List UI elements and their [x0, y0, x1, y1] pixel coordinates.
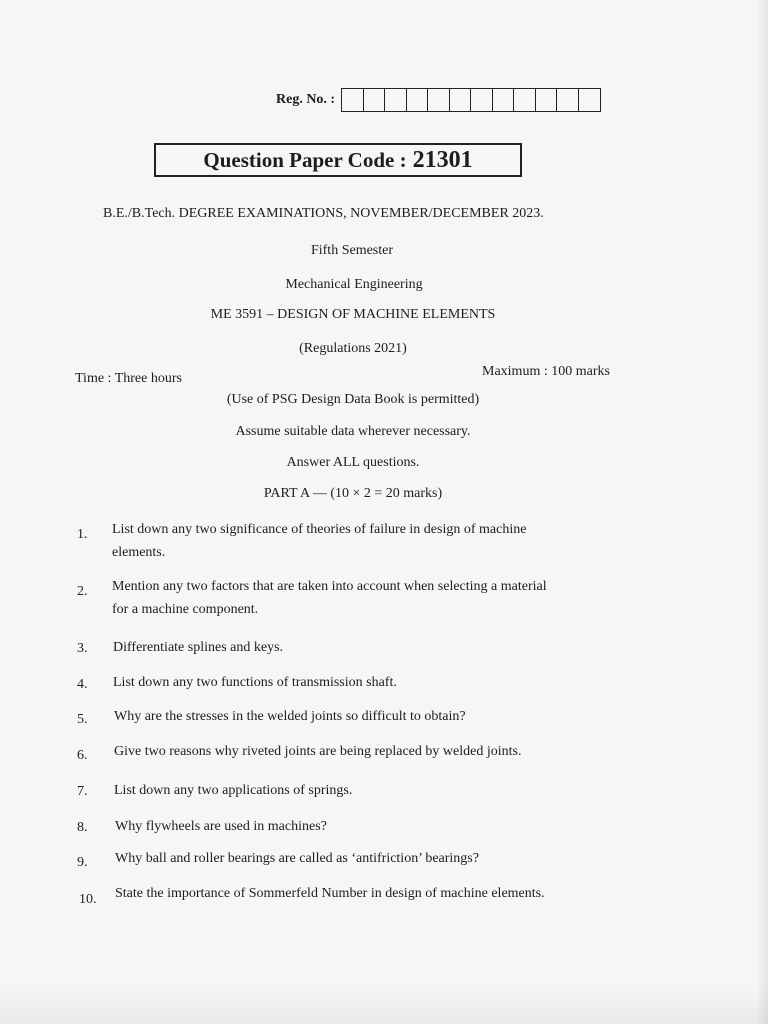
code-number: 21301: [412, 146, 473, 173]
question-text: List down any two functions of transmission shaft.: [113, 675, 397, 690]
page-edge-shadow: [756, 0, 768, 1024]
reg-box: [471, 89, 493, 111]
reg-label: Reg. No. :: [276, 92, 336, 107]
branch: Mechanical Engineering: [285, 277, 423, 292]
question-text: [112, 518, 642, 564]
assume-data-note: Assume suitable data wherever necessary.: [235, 424, 471, 439]
question-number: 5.: [77, 712, 88, 727]
question-text: Differentiate splines and keys.: [113, 640, 284, 655]
question-number: 6.: [77, 748, 88, 763]
question-text: Why ball and roller bearings are called as ‘antifriction’ bearings?: [115, 851, 479, 866]
maximum-marks: Maximum : 100 marks: [482, 364, 610, 379]
part-a-heading: PART A — (10 × 2 = 20 marks): [263, 486, 443, 501]
question-number: 8.: [77, 820, 88, 835]
reg-box: [450, 89, 472, 111]
reg-number-boxes: [341, 88, 601, 112]
reg-box: [428, 89, 450, 111]
question-text: State the importance of Sommerfeld Number in design of machine elements.: [115, 886, 545, 901]
degree-line: B.E./B.Tech. DEGREE EXAMINATIONS, NOVEMBER/DECEMBER 2023.: [103, 206, 544, 221]
question-line: Mention any two factors that are taken into account when selecting a material: [112, 579, 547, 594]
answer-all-note: Answer ALL questions.: [286, 455, 420, 470]
question-text: List down any two applications of springs.: [114, 783, 353, 798]
time-allowed: Time : Three hours: [75, 371, 182, 386]
reg-box: [579, 89, 601, 111]
question-number: 9.: [77, 855, 88, 870]
reg-box: [407, 89, 429, 111]
reg-number-row: [276, 88, 601, 112]
question-number: 4.: [77, 677, 88, 692]
question-number: 1.: [77, 527, 88, 542]
reg-box: [342, 89, 364, 111]
question-number: 10.: [79, 892, 97, 907]
databook-note: (Use of PSG Design Data Book is permitted): [226, 392, 480, 407]
reg-box: [493, 89, 515, 111]
question-text: Why flywheels are used in machines?: [115, 819, 327, 834]
question-number: 3.: [77, 641, 88, 656]
question-text: Give two reasons why riveted joints are being replaced by welded joints.: [114, 744, 522, 759]
question-line: elements.: [112, 545, 166, 560]
reg-box: [536, 89, 558, 111]
reg-box: [514, 89, 536, 111]
question-text: Why are the stresses in the welded joints so difficult to obtain?: [114, 709, 466, 724]
question-line: for a machine component.: [112, 602, 259, 617]
reg-box: [385, 89, 407, 111]
code-label: Question Paper Code :: [203, 147, 407, 172]
subject-title: ME 3591 – DESIGN OF MACHINE ELEMENTS: [210, 307, 496, 322]
question-paper-code-box: [154, 143, 522, 177]
question-number: 2.: [77, 584, 88, 599]
reg-box: [557, 89, 579, 111]
page-bottom-shade: [0, 984, 768, 1024]
reg-box: [364, 89, 386, 111]
question-text: [112, 575, 642, 621]
regulations: (Regulations 2021): [299, 341, 407, 356]
question-line: List down any two significance of theories of failure in design of machine: [112, 522, 527, 537]
semester: Fifth Semester: [310, 243, 394, 258]
question-number: 7.: [77, 784, 88, 799]
